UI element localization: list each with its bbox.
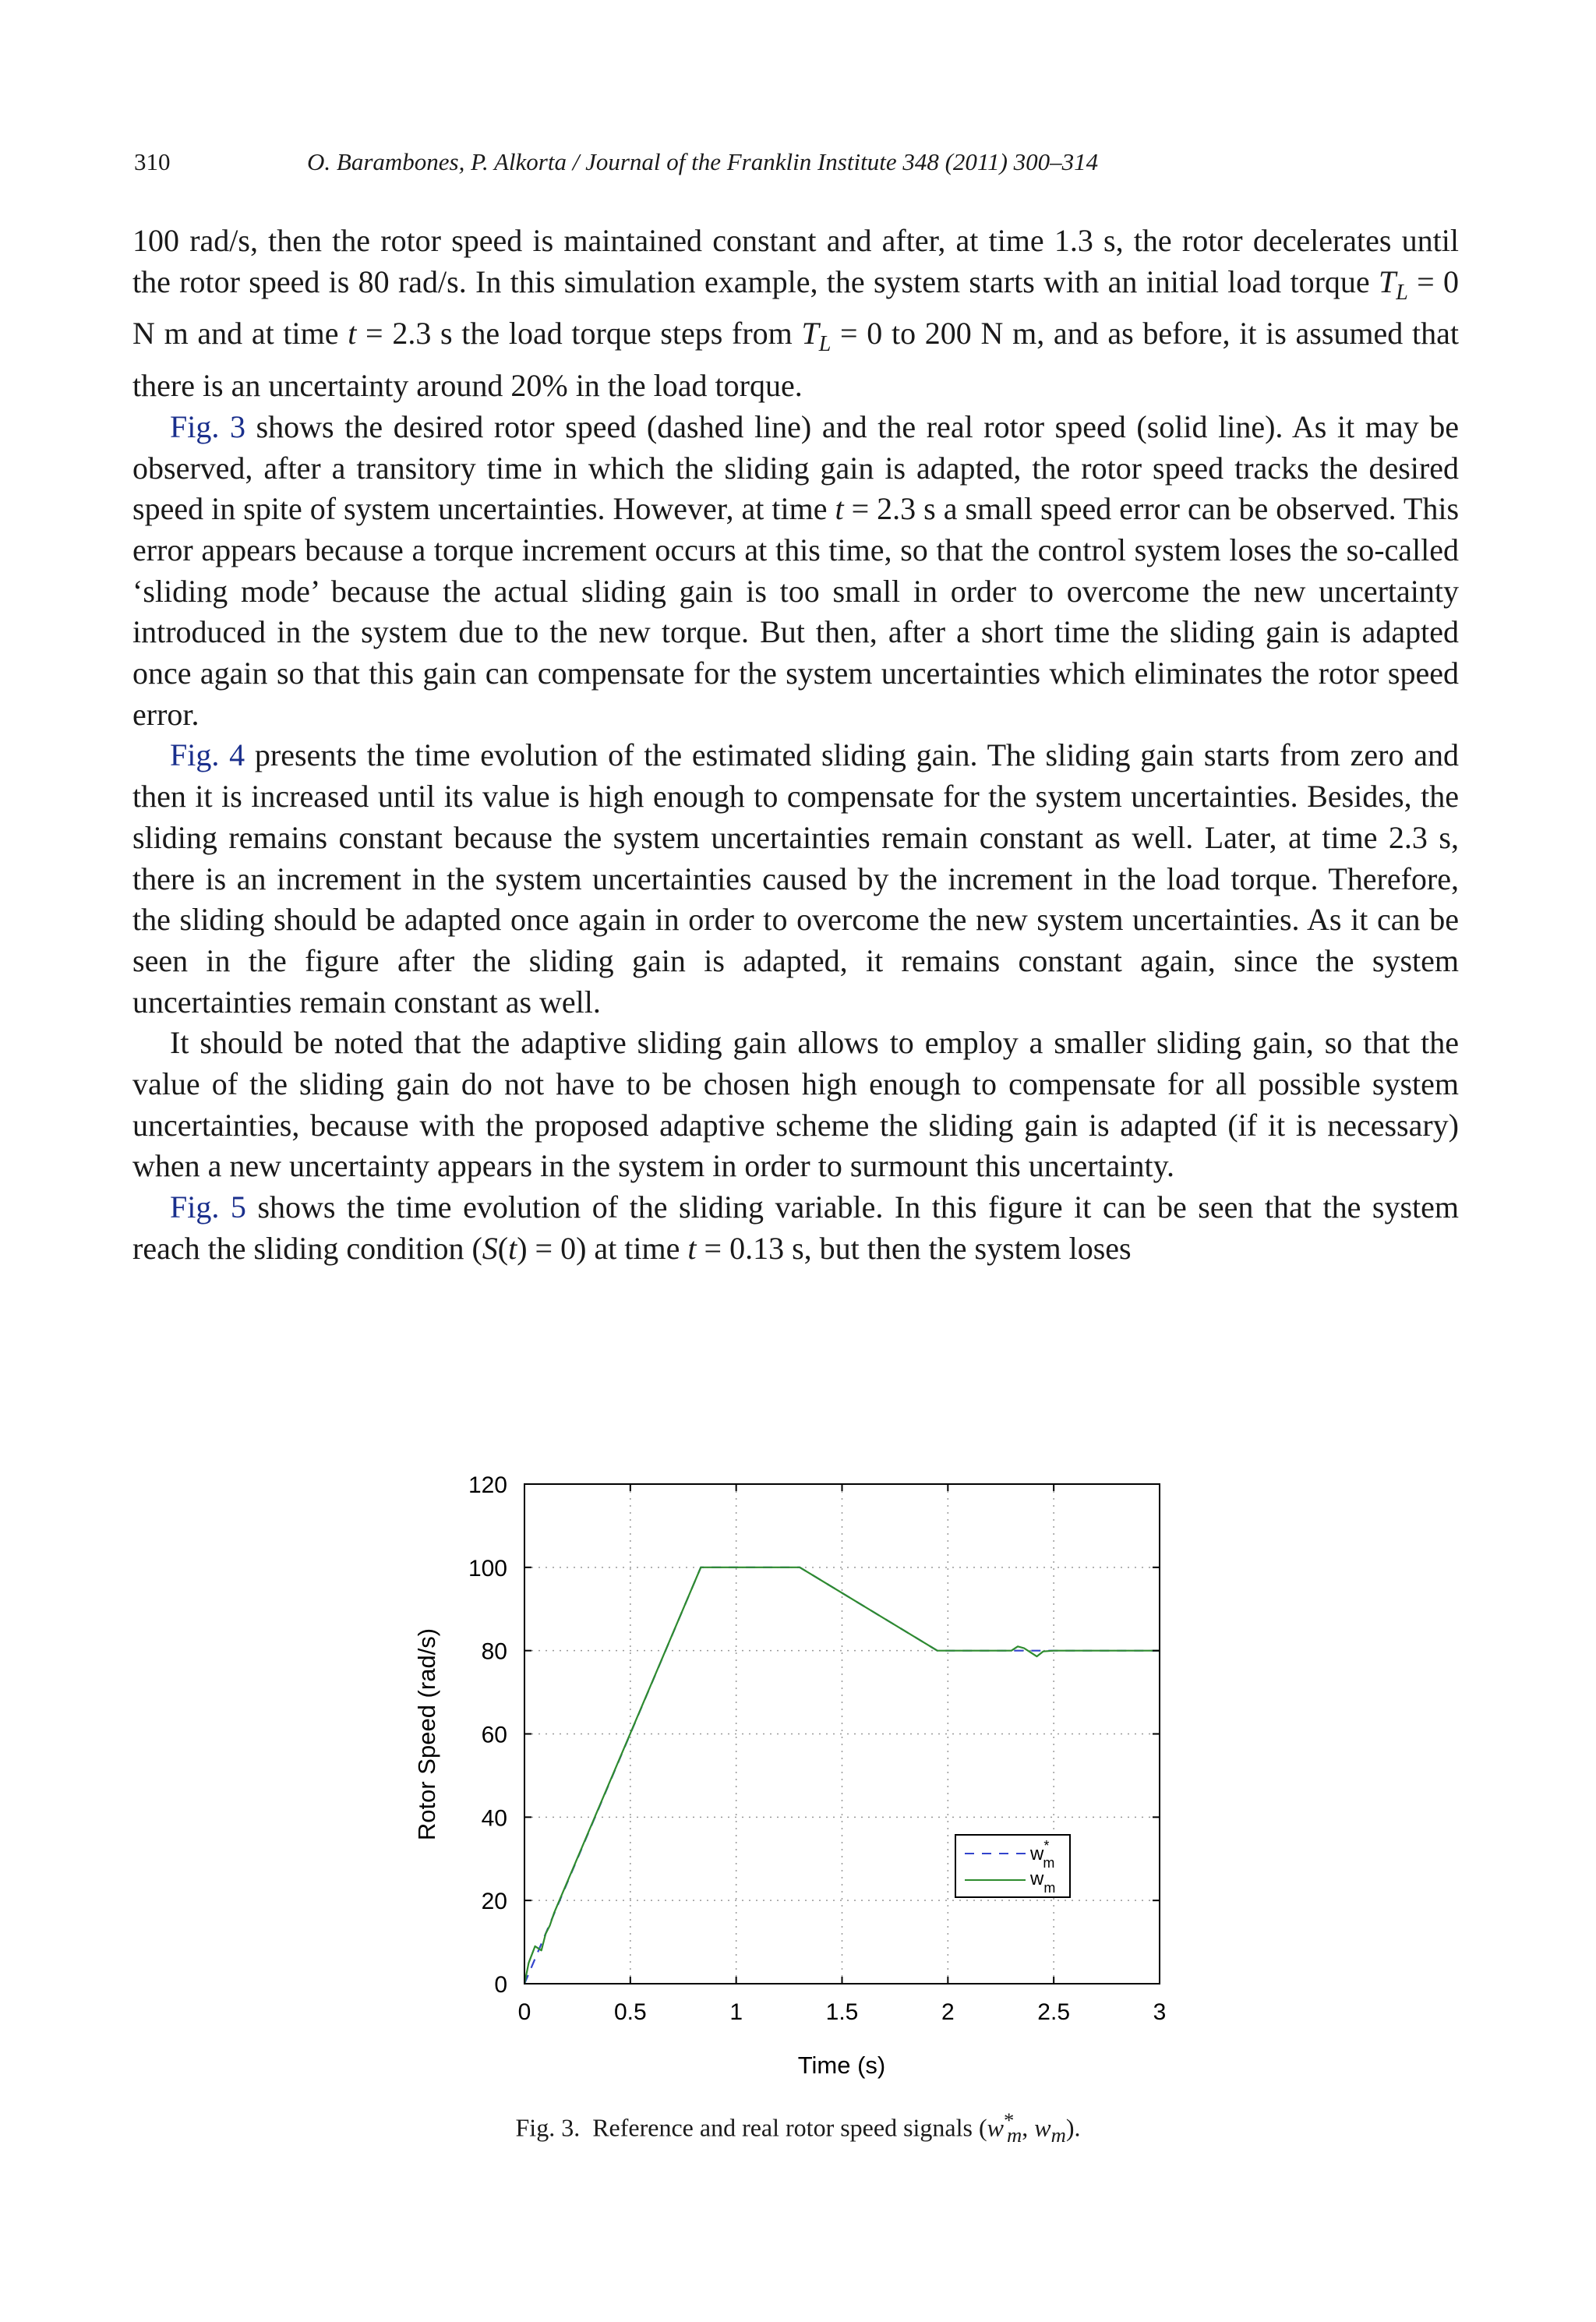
caption-sym2-sub: m xyxy=(1050,2123,1066,2147)
legend-ref-w: w xyxy=(1030,1843,1044,1864)
reference-speed-line xyxy=(524,1567,1160,1984)
y-tick-label: 100 xyxy=(468,1555,507,1582)
figure-caption xyxy=(0,2108,1596,2147)
x-tick-label: 2 xyxy=(941,1999,955,2025)
series-layer xyxy=(524,1567,1160,1984)
tick-layer xyxy=(468,1472,1166,2025)
text-run: = 0.13 s, but then the system loses xyxy=(696,1230,1132,1266)
math-symbol: S xyxy=(482,1230,498,1266)
x-tick-label: 2.5 xyxy=(1037,1999,1071,2025)
math-subscript: L xyxy=(818,332,832,357)
text-run: presents the time evolution of the estimated sliding gain. The sliding gain starts from zero and then it is increased until its value is high enough to compensate for the system uncertainties. Besides, the sliding remains constant because the system uncertainties remain constant as well. Later, at time 2.3 s, there is an increment in the system uncertainties caused by the increment in the load torque. Therefore, the sliding should be adapted once again in order to overcome the new system uncertainties. As it can be seen in the figure after the sliding gain is adapted, it remains constant again, since the system uncertainties remain constant as well. xyxy=(132,737,1459,1020)
text-run: It should be noted that the adaptive sliding gain allows to employ a smaller sliding gain, so that the value of the sliding gain do not have to be chosen high enough to compensate for all possible system uncertainties, because with the proposed adaptive scheme the sliding gain is adapted (if it is necessary) when a new uncertainty appears in the system in order to surmount this uncertainty. xyxy=(132,1025,1459,1184)
figure-reference-link[interactable]: Fig. 5 xyxy=(170,1189,246,1225)
x-tick-label: 1 xyxy=(729,1999,743,2025)
text-run: 100 rad/s, then the rotor speed is maintained constant and after, at time 1.3 s, the rotor decelerates until the rotor speed is 80 rad/s. In this simulation example, the system starts with an initial load torque xyxy=(132,223,1459,299)
math-subscript: L xyxy=(1396,280,1408,305)
legend-ref-sup: * xyxy=(1043,1838,1050,1854)
paragraph-2 xyxy=(132,407,1459,736)
caption-text: Reference and real rotor speed signals ( xyxy=(592,2113,987,2142)
math-symbol: T xyxy=(1378,263,1396,299)
x-tick-label: 3 xyxy=(1153,1999,1167,2025)
y-tick-label: 120 xyxy=(468,1472,507,1498)
text-run: = 2.3 s a small speed error can be observed. This error appears because a torque increment occurs at this time, so that the control system loses the so-called ‘sliding mode’ because the actual sliding gain is too small in order to overcome the new uncertainty introduced in the system due to the new torque. But then, after a short time the sliding gain is adapted once again so that this gain can compensate for the system uncertainties which eliminates the rotor speed error. xyxy=(132,491,1460,732)
math-symbol: t xyxy=(835,491,844,527)
caption-sym1: w xyxy=(987,2113,1004,2142)
page-number: 310 xyxy=(134,148,171,175)
text-run: = 0 N m and at time xyxy=(132,263,1459,352)
paragraph-3 xyxy=(132,735,1459,1023)
paragraph-1 xyxy=(132,221,1459,407)
paragraph-5 xyxy=(132,1187,1459,1269)
math-symbol: t xyxy=(508,1230,517,1266)
body-text xyxy=(132,221,1459,1270)
text-run: ) = 0) at time xyxy=(517,1230,688,1266)
paragraph-4 xyxy=(132,1023,1459,1187)
caption-label: Fig. 3. xyxy=(515,2113,581,2142)
caption-sym1-sub: m xyxy=(1006,2123,1022,2147)
y-tick-label: 20 xyxy=(481,1889,507,1915)
y-tick-label: 40 xyxy=(481,1805,507,1832)
caption-end: ). xyxy=(1065,2113,1081,2142)
x-tick-label: 0 xyxy=(517,1999,531,2025)
text-run: = 2.3 s the load torque steps from xyxy=(356,316,802,352)
rotor-speed-chart xyxy=(0,1450,1596,2151)
figure-reference-link[interactable]: Fig. 3 xyxy=(170,408,245,444)
x-tick-label: 1.5 xyxy=(825,1999,859,2025)
x-tick-label: 0.5 xyxy=(613,1999,647,2025)
legend-real-sub: m xyxy=(1043,1880,1056,1896)
real-speed-line xyxy=(524,1567,1160,1984)
legend-ref-sub: m xyxy=(1043,1855,1055,1871)
legend xyxy=(955,1835,1070,1897)
math-symbol: t xyxy=(348,316,357,352)
running-head xyxy=(134,148,1459,182)
text-run: ( xyxy=(497,1230,509,1266)
math-symbol: t xyxy=(687,1230,697,1266)
y-tick-label: 80 xyxy=(481,1638,507,1665)
y-axis-label: Rotor Speed (rad/s) xyxy=(413,1628,440,1841)
figure-3 xyxy=(0,1450,1596,2151)
legend-real-w: w xyxy=(1030,1868,1044,1889)
plot-frame xyxy=(524,1484,1160,1984)
caption-sym2: w xyxy=(1034,2113,1051,2142)
math-symbol: T xyxy=(801,316,819,352)
caption-sym1-sup: * xyxy=(1003,2108,1015,2132)
text-run: shows the desired rotor speed (dashed line) and the real rotor speed (solid line). As it may be observed, after a transitory time in which the sliding gain is adapted, the rotor speed tracks the desired speed in spite of system uncertainties. However, at time xyxy=(132,408,1459,527)
caption-sep: , xyxy=(1022,2113,1035,2142)
grid-layer xyxy=(524,1484,1160,1984)
text-run: = 0 to 200 N m, and as before, it is assumed that there is an uncertainty around 20% in the load torque. xyxy=(132,316,1459,404)
y-tick-label: 0 xyxy=(494,1972,507,1998)
text-run: shows the time evolution of the sliding variable. In this figure it can be seen that the system reach the sliding condition ( xyxy=(132,1189,1460,1266)
y-tick-label: 60 xyxy=(481,1722,507,1748)
figure-reference-link[interactable]: Fig. 4 xyxy=(170,737,245,773)
x-axis-label: Time (s) xyxy=(797,2052,886,2079)
journal-citation: O. Barambones, P. Alkorta / Journal of the Franklin Institute 348 (2011) 300–314 xyxy=(307,148,1099,175)
